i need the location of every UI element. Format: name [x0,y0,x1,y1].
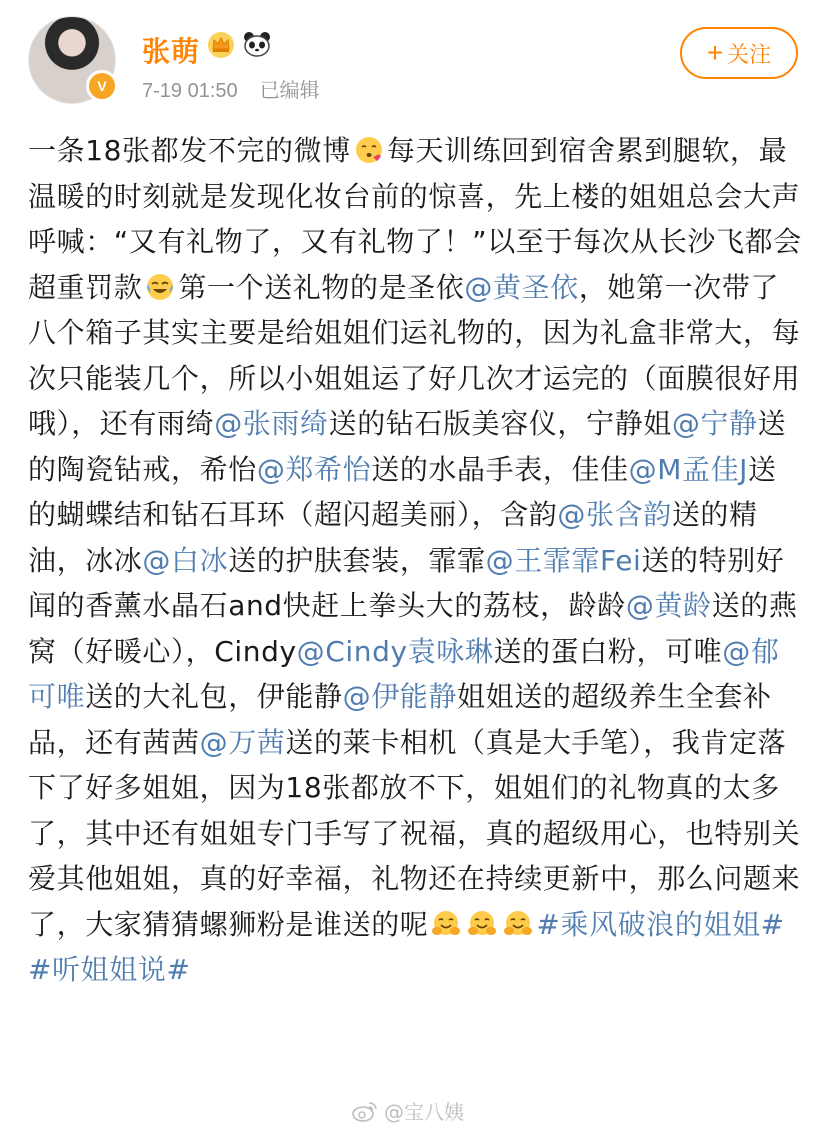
post-text: 送的精油，冰冰 [28,498,758,577]
post-text: 送的水晶手表，佳佳 [371,452,629,486]
post-text: 一条18张都发不完的微博 [28,134,351,167]
post-text: 送的陶瓷钻戒，希怡 [28,407,787,486]
post-text: 送的蝴蝶结和钻石耳环（超闪超美丽），含韵 [28,452,777,531]
post-text: 送的大礼包，伊能静 [85,680,343,713]
post-text: 送的特别好闻的香薰水晶石and快赶上拳头大的荔枝，龄龄 [28,543,785,622]
username[interactable]: 张萌 [142,35,201,68]
watermark [352,1096,464,1125]
post-text: 送的蛋白粉，可唯 [493,634,723,668]
watermark-text: @宝八姨 [384,1100,464,1124]
hug-emoji-icon [467,909,497,939]
plus-icon: + [706,37,724,68]
post-text: 第一个送礼物的是圣依 [178,270,465,304]
mention-link[interactable]: @黄龄 [625,589,712,622]
follow-button[interactable] [680,27,798,79]
hug-emoji-icon [431,909,461,939]
mention-link[interactable]: @宁静 [671,407,758,440]
hashtag-link[interactable]: #听姐姐说# [28,953,191,986]
post-text: 送的钻石版美容仪，宁静姐 [328,407,672,440]
laugh-cry-emoji-icon [145,272,175,302]
weibo-logo-icon [352,1100,378,1122]
mention-link[interactable]: @白冰 [142,543,229,577]
post-text: 送的莱卡相机（真是大手笔），我肯定落下了好多姐姐，因为18张都放不下，姐姐们的礼物真的太多了，其中还有姐姐专门手写了祝福，真的超级用心，也特别关爱其他姐姐，真的好幸福，礼物还在持续更新中，那么问题来了，大家猜猜螺狮粉是谁送的呢 [28,725,801,941]
post-meta [142,74,320,103]
mention-link[interactable]: @黄圣依 [464,270,579,304]
panda-icon[interactable] [242,30,272,58]
post-text: 送的护肤套装，霏霏 [228,543,486,577]
mention-link[interactable]: @Cindy袁咏琳 [296,634,494,668]
mention-link[interactable]: @伊能静 [342,680,458,713]
verified-icon: V [86,70,118,102]
crown-icon[interactable] [206,30,236,58]
hashtag-link[interactable]: #乘风破浪的姐姐# [536,907,785,941]
post-timestamp: 7-19 01:50 [142,80,238,102]
mention-link[interactable]: @张含韵 [557,498,672,531]
follow-label: 关注 [727,42,772,68]
post-text: ，她第一次带了八个箱子其实主要是给姐姐们运礼物的，因为礼盒非常大，每次只能装几个，所以小姐姐运了好几次才运完的（面膜很好用哦），还有雨绮 [28,270,801,440]
avatar-container[interactable] [28,16,116,104]
post-header [0,0,827,120]
edited-label: 已编辑 [259,78,320,102]
mention-link[interactable]: @张雨绮 [214,407,329,440]
mention-link[interactable]: @万茜 [199,725,286,759]
mention-link[interactable]: @郁可唯 [28,634,780,713]
mention-link[interactable]: @王霏霏Fei [485,543,642,577]
mention-link[interactable]: @郑希怡 [256,452,372,486]
mention-link[interactable]: @M孟佳J [628,452,749,486]
hug-emoji-icon [503,909,533,939]
post-text: 姐姐送的超级养生全套补品，还有茜茜 [28,680,772,759]
post-content [28,128,804,993]
post-text: 每天训练回到宿舍累到腿软，最温暖的时刻就是发现化妆台前的惊喜，先上楼的姐姐总会大声呼喊：“又有礼物了，又有礼物了！”以至于每次从长沙飞都会超重罚款 [28,134,802,304]
kiss-emoji-icon [354,135,384,165]
post-text: 送的燕窝（好暖心），Cindy [28,589,798,668]
